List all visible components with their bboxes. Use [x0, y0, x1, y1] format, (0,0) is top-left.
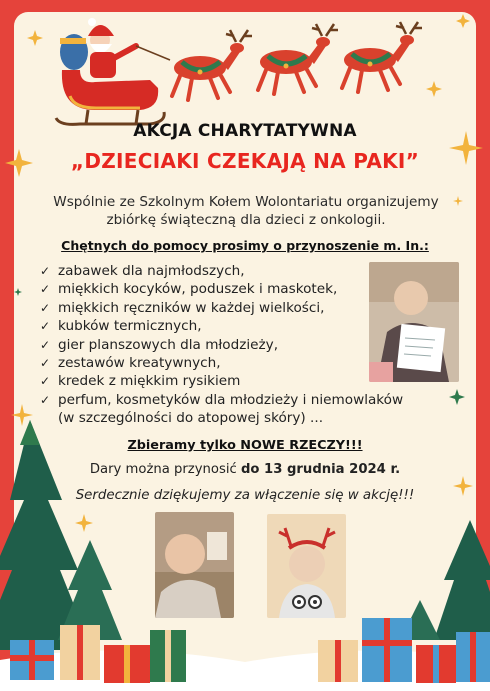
check-icon: ✓ [40, 319, 51, 334]
photo-child-with-antlers [267, 514, 346, 618]
list-item: ✓ kubków termicznych, [40, 318, 202, 335]
intro-text [30, 193, 462, 229]
check-icon: ✓ [40, 374, 51, 389]
gifts-date: do 13 grudnia 2024 r. [240, 462, 401, 477]
subtitle: „DZIECIAKI CZEKAJĄ NA PAKI” [70, 149, 420, 173]
list-item: ✓ zabawek dla najmłodszych, [40, 263, 245, 279]
thanks-text: Serdecznie dziękujemy za włączenie się w akcję!!! [75, 488, 415, 503]
check-icon: ✓ [40, 300, 51, 315]
list-item: ✓ miękkich kocyków, poduszek i maskotek, [40, 281, 338, 298]
list-item: ✓ miękkich ręczników w każdej wielkości, [40, 299, 325, 316]
check-icon: ✓ [40, 282, 51, 297]
collect-note: Zbieramy tylko NOWE RZECZY!!! [127, 438, 363, 453]
list-item: ✓ gier planszowych dla młodzieży, [40, 336, 279, 353]
intro-line-1: Wspólnie ze Szkolnym Kołem Wolontariatu organizujemy [53, 194, 439, 210]
intro-line-2: zbiórkę świąteczną dla dzieci z onkologii. [106, 212, 386, 228]
list-heading: Chętnych do pomocy prosimy o przynoszenie m. In.: [61, 238, 429, 253]
photo-child-with-letter [369, 262, 459, 382]
list-item: ✓ zestawów kreatywnych, [40, 355, 221, 372]
check-icon: ✓ [40, 356, 51, 371]
check-icon: ✓ [40, 264, 51, 278]
check-icon: ✓ [40, 392, 51, 407]
check-icon: ✓ [40, 337, 51, 352]
gifts-prefix: Dary można przynosić [89, 462, 237, 477]
title: AKCJA CHARYTATYWNA [133, 121, 357, 141]
list-item: ✓ kredek z miękkim rysikiem [40, 373, 241, 390]
list-item: ✓ perfum, kosmetyków dla młodzieży i niemowlaków (w szczególności do atopowej skóry) ... [40, 391, 450, 428]
gifts-deadline [0, 462, 490, 477]
list-item-continuation: (w szczególności do atopowej skóry) ... [58, 410, 324, 427]
photo-baby [155, 512, 234, 618]
